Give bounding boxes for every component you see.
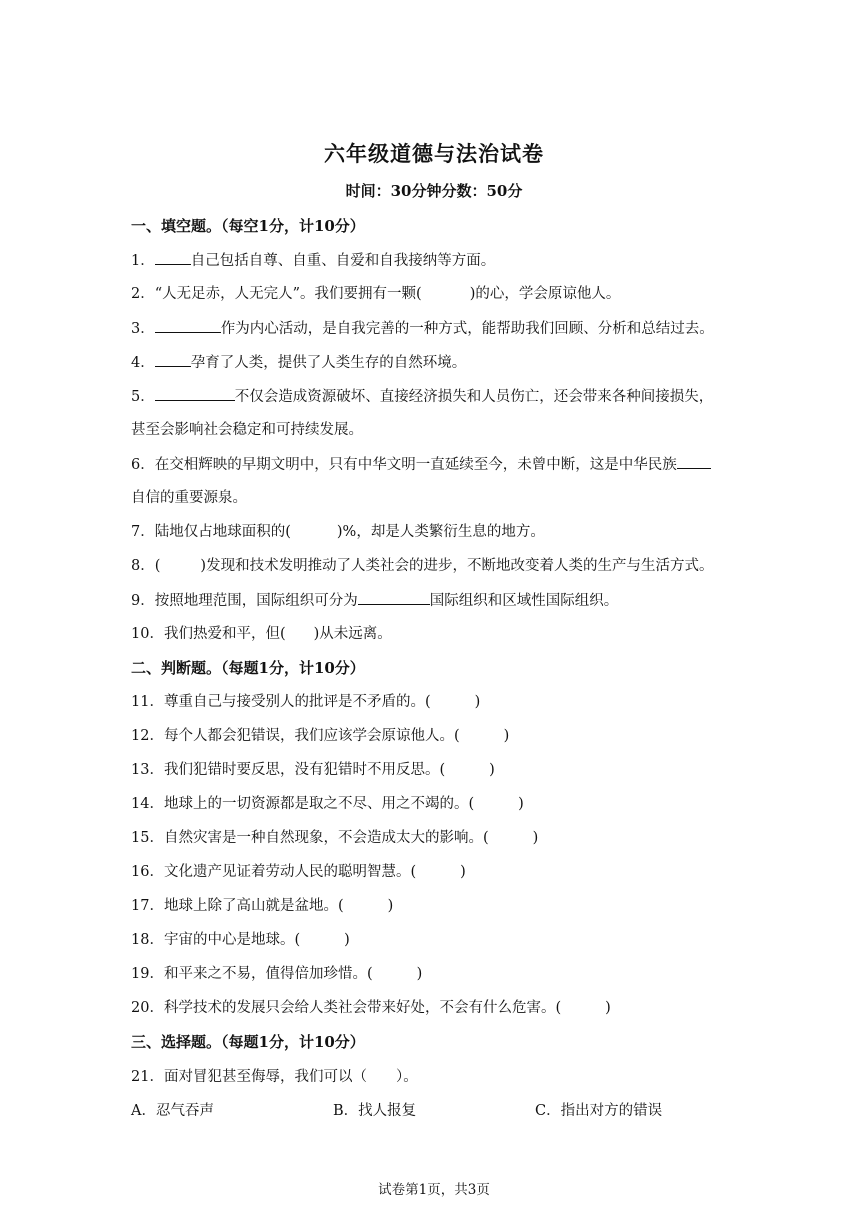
question-text: 宇宙的中心是地球。(	[163, 932, 301, 948]
question-19	[131, 964, 422, 984]
question-5-continued: 甚至会影响社会稳定和可持续发展。	[131, 422, 363, 438]
question-14	[131, 794, 524, 814]
question-6-continued: 自信的重要源泉。	[131, 490, 247, 506]
question-text: (	[154, 558, 161, 574]
question-text: 孕育了人类，提供了人类生存的自然环境。	[190, 355, 467, 371]
question-text: )从未远离。	[313, 626, 392, 642]
question-10	[131, 624, 392, 644]
question-number: 12．	[131, 728, 164, 744]
question-text: 作为内心活动，是自我完善的一种方式，能帮助我们回顾、分析和总结过去。	[220, 321, 714, 337]
option-a[interactable]: A．忍气吞声	[131, 1103, 214, 1119]
question-21	[131, 1067, 418, 1087]
question-text: 国际组织和区域性国际组织。	[429, 593, 619, 609]
close-paren: )	[532, 830, 539, 846]
question-number: 10．	[131, 626, 164, 642]
question-text: 科学技术的发展只会给人类社会带来好处，不会有什么危害。(	[163, 1000, 562, 1016]
section-heading-fill-blank: 一、填空题。（每空1分，计10分）	[131, 217, 365, 235]
question-16	[131, 862, 466, 882]
question-12	[131, 726, 509, 746]
close-paren: )	[387, 898, 394, 914]
close-paren: )	[489, 762, 495, 778]
page-footer: 试卷第1页，共3页	[378, 1182, 490, 1198]
question-text: 地球上除了高山就是盆地。(	[163, 898, 344, 914]
section-heading-multiple-choice: 三、选择题。（每题1分，计10分）	[131, 1033, 365, 1051]
question-17	[131, 896, 393, 916]
question-number: 15．	[131, 830, 164, 846]
question-7	[131, 522, 545, 542]
question-text: “人无足赤，人无完人”。我们要拥有一颗(	[154, 286, 422, 302]
question-text: 自己包括自尊、自重、自爱和自我接纳等方面。	[190, 253, 496, 269]
question-number: 5．	[131, 389, 155, 405]
question-number: 1．	[131, 253, 155, 269]
close-paren: )	[474, 694, 481, 710]
question-number: 18．	[131, 932, 164, 948]
question-18	[131, 930, 350, 950]
question-number: 9．	[131, 593, 155, 609]
question-5	[131, 386, 713, 407]
question-11	[131, 692, 480, 712]
question-number: 2．	[131, 286, 155, 302]
question-text: 陆地仅占地球面积的(	[154, 524, 291, 540]
question-number: 8．	[131, 558, 155, 574]
question-text: 不仅会造成资源破坏、直接经济损失和人员伤亡，还会带来各种间接损失，	[234, 389, 714, 405]
question-text: 自然灾害是一种自然现象，不会造成太大的影响。(	[163, 830, 489, 846]
answer-blank[interactable]	[358, 590, 430, 605]
answer-blank[interactable]	[155, 386, 235, 401]
question-text: 每个人都会犯错误，我们应该学会原谅他人。(	[163, 728, 460, 744]
question-1	[131, 250, 495, 271]
close-paren: )	[416, 966, 423, 982]
question-9	[131, 590, 618, 611]
question-number: 4．	[131, 355, 155, 371]
option-c[interactable]: C．指出对方的错误	[535, 1103, 663, 1119]
question-6	[131, 454, 711, 475]
question-text: 按照地理范围，国际组织可分为	[154, 593, 358, 609]
exam-info: 时间：30分钟分数：50分	[345, 182, 523, 200]
question-number: 14．	[131, 796, 164, 812]
answer-blank[interactable]	[155, 250, 191, 265]
question-number: 7．	[131, 524, 155, 540]
question-text: 在交相辉映的早期文明中，只有中华文明一直延续至今，未曾中断，这是中华民族	[154, 457, 677, 473]
question-4	[131, 352, 466, 373]
question-text: )发现和技术发明推动了人类社会的进步，不断地改变着人类的生产与生活方式。	[200, 558, 714, 574]
close-paren: )	[344, 932, 350, 948]
answer-blank[interactable]	[677, 454, 711, 469]
question-8	[131, 556, 714, 576]
question-number: 16．	[131, 864, 164, 880]
question-number: 3．	[131, 321, 155, 337]
question-text: )的心，学会原谅他人。	[469, 286, 621, 302]
close-paren: )	[518, 796, 524, 812]
question-text: 我们犯错时要反思，没有犯错时不用反思。(	[163, 762, 446, 778]
answer-blank[interactable]	[155, 318, 221, 333]
close-paren: )	[605, 1000, 611, 1016]
question-text: 面对冒犯甚至侮辱，我们可以（ ）。	[163, 1069, 418, 1085]
question-number: 20．	[131, 1000, 164, 1016]
close-paren: )	[460, 864, 466, 880]
question-number: 19．	[131, 966, 164, 982]
question-text: 我们热爱和平，但(	[163, 626, 286, 642]
question-number: 21．	[131, 1069, 164, 1085]
page-title: 六年级道德与法治试卷	[324, 141, 544, 166]
question-text: 和平来之不易，值得倍加珍惜。(	[163, 966, 373, 982]
question-20	[131, 998, 611, 1018]
question-2	[131, 284, 620, 304]
question-number: 13．	[131, 762, 164, 778]
answer-blank[interactable]	[155, 352, 191, 367]
question-number: 11．	[131, 694, 164, 710]
question-number: 17．	[131, 898, 164, 914]
section-heading-true-false: 二、判断题。（每题1分，计10分）	[131, 659, 365, 677]
question-text: )%，却是人类繁衍生息的地方。	[336, 524, 545, 540]
option-b[interactable]: B．找人报复	[333, 1103, 417, 1119]
question-3	[131, 318, 714, 339]
question-text: 文化遗产见证着劳动人民的聪明智慧。(	[163, 864, 417, 880]
question-text: 地球上的一切资源都是取之不尽、用之不竭的。(	[163, 796, 475, 812]
close-paren: )	[503, 728, 510, 744]
question-text: 尊重自己与接受别人的批评是不矛盾的。(	[163, 694, 431, 710]
question-15	[131, 828, 538, 848]
question-13	[131, 760, 495, 780]
question-number: 6．	[131, 457, 155, 473]
